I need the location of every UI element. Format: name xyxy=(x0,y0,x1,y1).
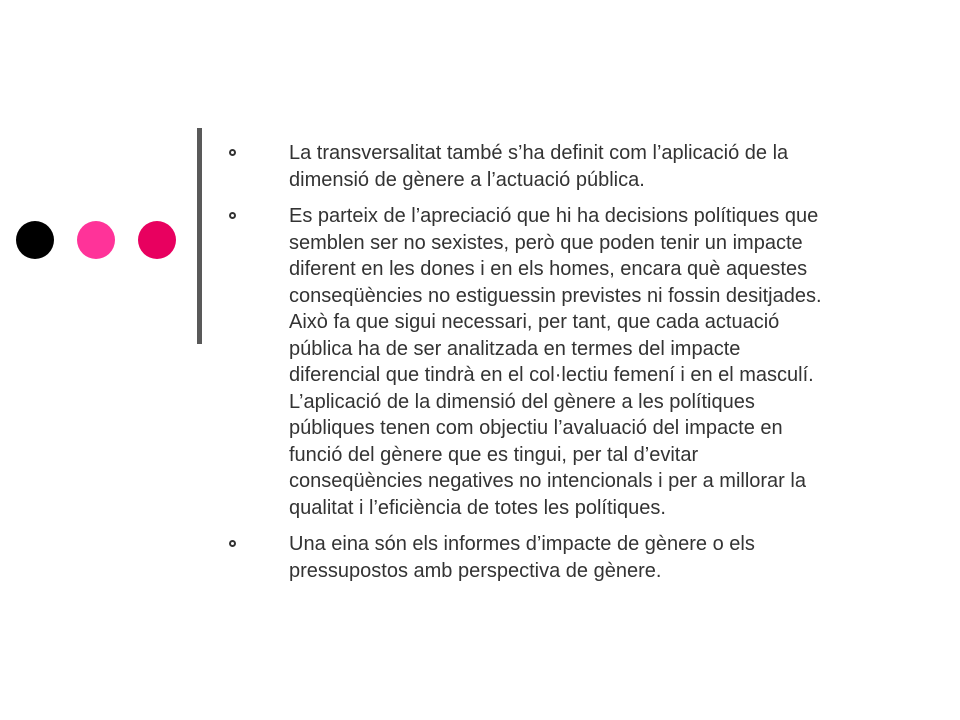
bullet-line: L’aplicació de la dimensió del gènere a les polítiques xyxy=(289,390,755,413)
bullet-circle-icon xyxy=(229,212,236,219)
bullet-item-2 xyxy=(229,203,929,521)
bullet-line: diferencial que tindrà en el col·lectiu femení i en el masculí. xyxy=(289,364,814,386)
bullet-line: conseqüències negatives no intencionals i per a millorar la xyxy=(289,470,806,492)
bullet-item-3 xyxy=(229,531,929,584)
bullet-line: públiques tenen com objectiu l’avaluació del impacte en xyxy=(289,417,783,439)
bullet-circle-icon xyxy=(229,540,236,547)
bullet-line: dimensió de gènere a l’actuació pública. xyxy=(289,168,645,191)
bullet-item-1 xyxy=(229,140,929,193)
bullet-line: conseqüències no estiguessin previstes ni fossin desitjades. xyxy=(289,284,822,307)
bullet-line: qualitat i l’eficiència de totes les polítiques. xyxy=(289,496,666,519)
bullet-line: Es parteix de l’apreciació que hi ha decisions polítiques que xyxy=(289,205,819,227)
bullet-line: semblen ser no sexistes, però que poden tenir un impacte xyxy=(289,231,803,254)
bullet-circle-icon xyxy=(229,149,236,156)
bullet-line: diferent en les dones i en els homes, encara què aquestes xyxy=(289,258,808,280)
bullet-line: Això fa que sigui necessari, per tant, que cada actuació xyxy=(289,311,780,333)
vertical-divider xyxy=(197,128,202,344)
bullet-line: pública ha de ser analitzada en termes del impacte xyxy=(289,337,741,360)
decorative-dot-magenta xyxy=(138,221,176,259)
bullet-list xyxy=(229,140,929,594)
bullet-line: pressupostos amb perspectiva de gènere. xyxy=(289,559,662,582)
decorative-dot-black xyxy=(16,221,54,259)
bullet-line: funció del gènere que es tingui, per tal d’evitar xyxy=(289,443,699,466)
bullet-line: La transversalitat també s’ha definit com l’aplicació de la xyxy=(289,142,789,164)
decorative-dot-pink xyxy=(77,221,115,259)
bullet-line: Una eina són els informes d’impacte de gènere o els xyxy=(289,533,755,555)
